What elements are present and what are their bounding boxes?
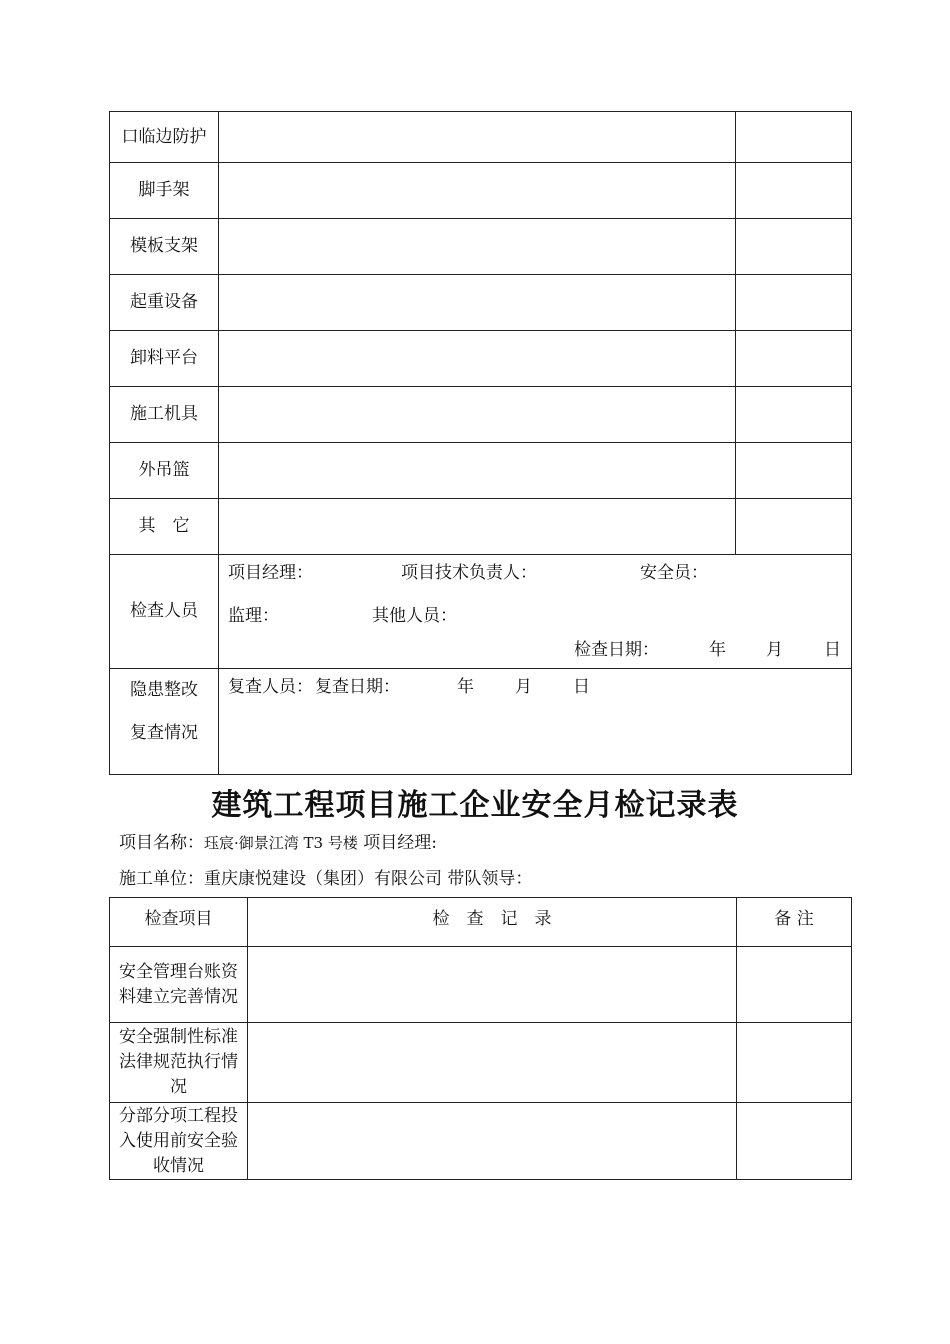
row-label-edge-protection: 口临边防护 — [110, 112, 219, 163]
row-label-unloading-platform: 卸料平台 — [110, 331, 219, 387]
note-cell[interactable] — [737, 1023, 852, 1103]
note-cell[interactable] — [736, 219, 852, 275]
record-cell[interactable] — [219, 112, 736, 163]
note-cell[interactable] — [736, 331, 852, 387]
record-cell[interactable] — [248, 1023, 737, 1103]
recheck-person-label: 复查人员： — [228, 677, 313, 697]
note-cell[interactable] — [736, 112, 852, 163]
record-cell[interactable] — [219, 499, 736, 555]
check-date-label: 检查日期： — [574, 640, 659, 660]
note-cell[interactable] — [736, 163, 852, 219]
table-row — [110, 947, 852, 1023]
record-cell[interactable] — [219, 443, 736, 499]
note-cell[interactable] — [736, 499, 852, 555]
note-cell[interactable] — [736, 443, 852, 499]
table-row — [110, 443, 852, 499]
table-row — [110, 499, 852, 555]
recheck-label-line1: 隐患整改 — [130, 680, 198, 700]
record-cell[interactable] — [219, 387, 736, 443]
note-cell[interactable] — [737, 1103, 852, 1180]
inspectors-row — [110, 555, 852, 669]
monthly-inspection-table — [109, 897, 852, 1180]
row-label-lifting-equipment: 起重设备 — [110, 275, 219, 331]
record-cell[interactable] — [248, 947, 737, 1023]
recheck-label — [110, 669, 219, 775]
header-record: 检 查 记 录 — [248, 898, 737, 947]
note-cell[interactable] — [736, 387, 852, 443]
safety-officer-label: 安全员： — [640, 563, 708, 583]
row-label-scaffold: 脚手架 — [110, 163, 219, 219]
table-row — [110, 163, 852, 219]
inspectors-label: 检查人员 — [110, 555, 219, 669]
team-leader-label: 带队领导： — [447, 869, 533, 889]
project-name-line — [119, 828, 437, 853]
note-cell[interactable] — [736, 275, 852, 331]
row-label-acceptance-before-use: 分部分项工程投入使用前安全验收情况 — [110, 1103, 248, 1180]
row-label-construction-machinery: 施工机具 — [110, 387, 219, 443]
recheck-month-label: 月 — [515, 677, 532, 697]
record-cell[interactable] — [248, 1103, 737, 1180]
page-title: 建筑工程项目施工企业安全月检记录表 — [211, 788, 739, 823]
row-label-hanging-basket: 外吊篮 — [110, 443, 219, 499]
construction-unit-value: 重庆康悦建设（集团）有限公司 — [204, 869, 442, 889]
record-cell[interactable] — [219, 219, 736, 275]
construction-unit-label: 施工单位： — [119, 869, 204, 889]
construction-unit-line — [119, 864, 532, 889]
inspection-table-continued — [109, 111, 852, 775]
project-manager-label: 项目经理： — [228, 563, 313, 583]
header-note: 备 注 — [737, 898, 852, 947]
recheck-row — [110, 669, 852, 775]
table-header-row — [110, 898, 852, 947]
table-row — [110, 1023, 852, 1103]
project-manager-header-label: 项目经理: — [363, 833, 437, 853]
row-label-safety-ledger: 安全管理台账资料建立完善情况 — [110, 947, 248, 1023]
inspectors-cell[interactable] — [219, 555, 852, 669]
project-name-label: 项目名称： — [119, 833, 204, 853]
header-item: 检查项目 — [110, 898, 248, 947]
table-row — [110, 331, 852, 387]
table-row — [110, 1103, 852, 1180]
supervisor-label: 监理： — [228, 606, 279, 626]
recheck-year-label: 年 — [457, 677, 474, 697]
project-name-value: 珏宸·御景江湾 T3 号楼 — [204, 834, 358, 852]
table-row — [110, 275, 852, 331]
recheck-date-label: 复查日期： — [315, 677, 400, 697]
check-year-label: 年 — [709, 640, 726, 660]
record-cell[interactable] — [219, 331, 736, 387]
recheck-label-line2: 复查情况 — [130, 723, 198, 743]
recheck-day-label: 日 — [573, 677, 590, 697]
row-label-other: 其 它 — [110, 499, 219, 555]
tech-lead-label: 项目技术负责人： — [401, 563, 537, 583]
row-label-formwork-support: 模板支架 — [110, 219, 219, 275]
record-cell[interactable] — [219, 275, 736, 331]
table-row — [110, 387, 852, 443]
table-row — [110, 112, 852, 163]
others-label: 其他人员： — [372, 606, 457, 626]
check-day-label: 日 — [824, 640, 841, 660]
check-month-label: 月 — [766, 640, 783, 660]
record-cell[interactable] — [219, 163, 736, 219]
recheck-cell[interactable] — [219, 669, 852, 775]
table-row — [110, 219, 852, 275]
row-label-mandatory-standards: 安全强制性标准法律规范执行情况 — [110, 1023, 248, 1103]
note-cell[interactable] — [737, 947, 852, 1023]
